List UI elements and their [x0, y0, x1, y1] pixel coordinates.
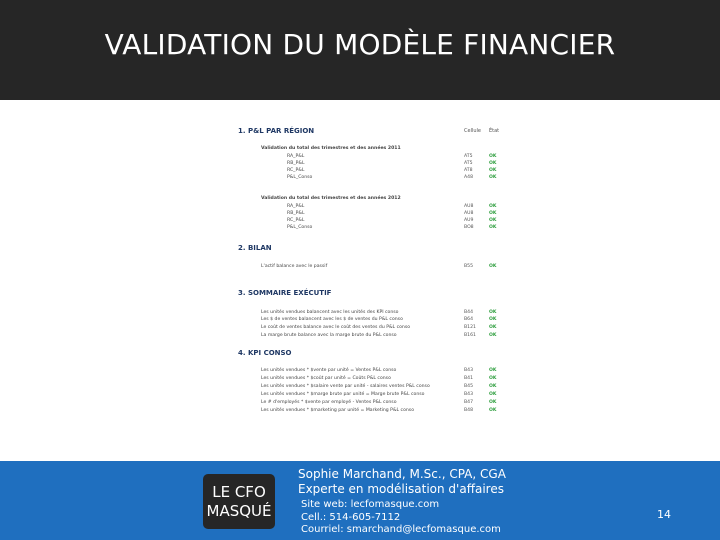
table-row: [238, 325, 513, 332]
row-label: Les unités vendues * $marketing par unité = Marketing P&L conso: [261, 408, 415, 413]
table-row: [238, 204, 513, 211]
status-ok: OK: [489, 376, 497, 381]
status-ok: OK: [489, 368, 497, 373]
row-label: RA_P&L: [287, 154, 305, 159]
row-cell: B161: [464, 333, 476, 338]
row-label: Les $ de ventes balancent avec les $ de ventes du P&L conso: [261, 317, 403, 322]
row-label: La marge brute balance avec la marge brute du P&L conso: [261, 333, 397, 338]
row-label: RA_P&L: [287, 204, 305, 209]
author-name: Sophie Marchand, M.Sc., CPA, CGA: [298, 467, 506, 481]
row-label: Le # d'employés * $vente par employé - Ventes P&L conso: [261, 400, 397, 405]
status-ok: OK: [489, 154, 497, 159]
author-block: [298, 467, 506, 497]
table-row: [238, 317, 513, 324]
author-role: Experte en modélisation d'affaires: [298, 482, 504, 496]
status-ok: OK: [489, 333, 497, 338]
row-cell: AT8: [464, 168, 473, 173]
group-subheading-2012: Validation du total des trimestres et des années 2012: [261, 196, 401, 201]
title-bar: [0, 0, 720, 100]
table-row: [238, 161, 513, 168]
table-row: [238, 333, 513, 340]
status-ok: OK: [489, 161, 497, 166]
contact-email: Courriel: smarchand@lecfomasque.com: [301, 524, 501, 535]
row-cell: AU9: [464, 218, 474, 223]
page-number: 14: [657, 508, 671, 521]
status-ok: OK: [489, 264, 497, 269]
table-row: [238, 168, 513, 175]
row-cell: B44: [464, 310, 473, 315]
table-row: [238, 310, 513, 317]
table-row: [238, 175, 513, 182]
row-cell: AT5: [464, 154, 473, 159]
contact-phone: Cell.: 514-605-7112: [301, 511, 401, 523]
column-header-cell: Cellule: [464, 128, 481, 134]
row-cell: B45: [464, 384, 473, 389]
row-cell: B48: [464, 408, 473, 413]
section-heading-kpi: 4. KPI CONSO: [238, 349, 292, 357]
status-ok: OK: [489, 211, 497, 216]
row-label: Les unités vendues * $marge brute par unité = Marge brute P&L conso: [261, 392, 425, 397]
row-label: Les unités vendues * $coût par unité = Coûts P&L conso: [261, 376, 391, 381]
group-subheading-2011: Validation du total des trimestres et des années 2011: [261, 146, 401, 151]
status-ok: OK: [489, 325, 497, 330]
contact-block: [301, 499, 501, 537]
row-cell: AU8: [464, 211, 474, 216]
status-ok: OK: [489, 400, 497, 405]
column-header-state: État: [489, 128, 500, 134]
row-label: RB_P&L: [287, 211, 305, 216]
row-label: Le coût de ventes balance avec le coût des ventes du P&L conso: [261, 325, 411, 330]
row-label: Les unités vendues * $salaire vente par unité - salaires ventes P&L conso: [261, 384, 430, 389]
status-ok: OK: [489, 408, 497, 413]
slide-title: VALIDATION DU MODÈLE FINANCIER: [104, 28, 616, 61]
table-row: [238, 211, 513, 218]
contact-web: Site web: lecfomasque.com: [301, 499, 440, 510]
row-label: RB_P&L: [287, 161, 305, 166]
section-heading-bilan: 2. BILAN: [238, 244, 272, 252]
status-ok: OK: [489, 168, 497, 173]
table-row: [238, 392, 513, 399]
row-cell: B43: [464, 392, 473, 397]
row-cell: B64: [464, 317, 473, 322]
status-ok: OK: [489, 310, 497, 315]
row-cell: AU8: [464, 204, 474, 209]
status-ok: OK: [489, 225, 497, 230]
table-row: [238, 154, 513, 161]
table-row: [238, 368, 513, 375]
row-label: L'actif balance avec le passif: [261, 264, 328, 269]
logo-line-1: LE CFO: [212, 482, 266, 501]
section-heading-pl-region: 1. P&L PAR RÉGION: [238, 127, 315, 135]
table-row: [238, 408, 513, 415]
table-row: [238, 384, 513, 391]
status-ok: OK: [489, 204, 497, 209]
status-ok: OK: [489, 218, 497, 223]
table-row: [238, 218, 513, 225]
table-row: [238, 400, 513, 407]
status-ok: OK: [489, 384, 497, 389]
status-ok: OK: [489, 175, 497, 180]
row-label: P&L_Conso: [287, 175, 313, 180]
row-label: RC_P&L: [287, 168, 305, 173]
table-row: [238, 264, 513, 271]
section-heading-sommaire: 3. SOMMAIRE EXÉCUTIF: [238, 289, 332, 297]
row-label: RC_P&L: [287, 218, 305, 223]
row-cell: B43: [464, 368, 473, 373]
status-ok: OK: [489, 392, 497, 397]
table-row: [238, 376, 513, 383]
table-row: [238, 225, 513, 232]
row-cell: AT5: [464, 161, 473, 166]
row-cell: BO8: [464, 225, 474, 230]
row-label: P&L_Conso: [287, 225, 313, 230]
row-label: Les unités vendues balancent avec les unités des KPI conso: [261, 310, 399, 315]
cfo-masque-logo: [203, 474, 275, 529]
status-ok: OK: [489, 317, 497, 322]
row-cell: B121: [464, 325, 476, 330]
row-label: Les unités vendues * $vente par unité = Ventes P&L conso: [261, 368, 397, 373]
row-cell: A48: [464, 175, 473, 180]
row-cell: B47: [464, 400, 473, 405]
row-cell: B55: [464, 264, 473, 269]
logo-line-2: MASQUÉ: [206, 501, 272, 520]
row-cell: B41: [464, 376, 473, 381]
